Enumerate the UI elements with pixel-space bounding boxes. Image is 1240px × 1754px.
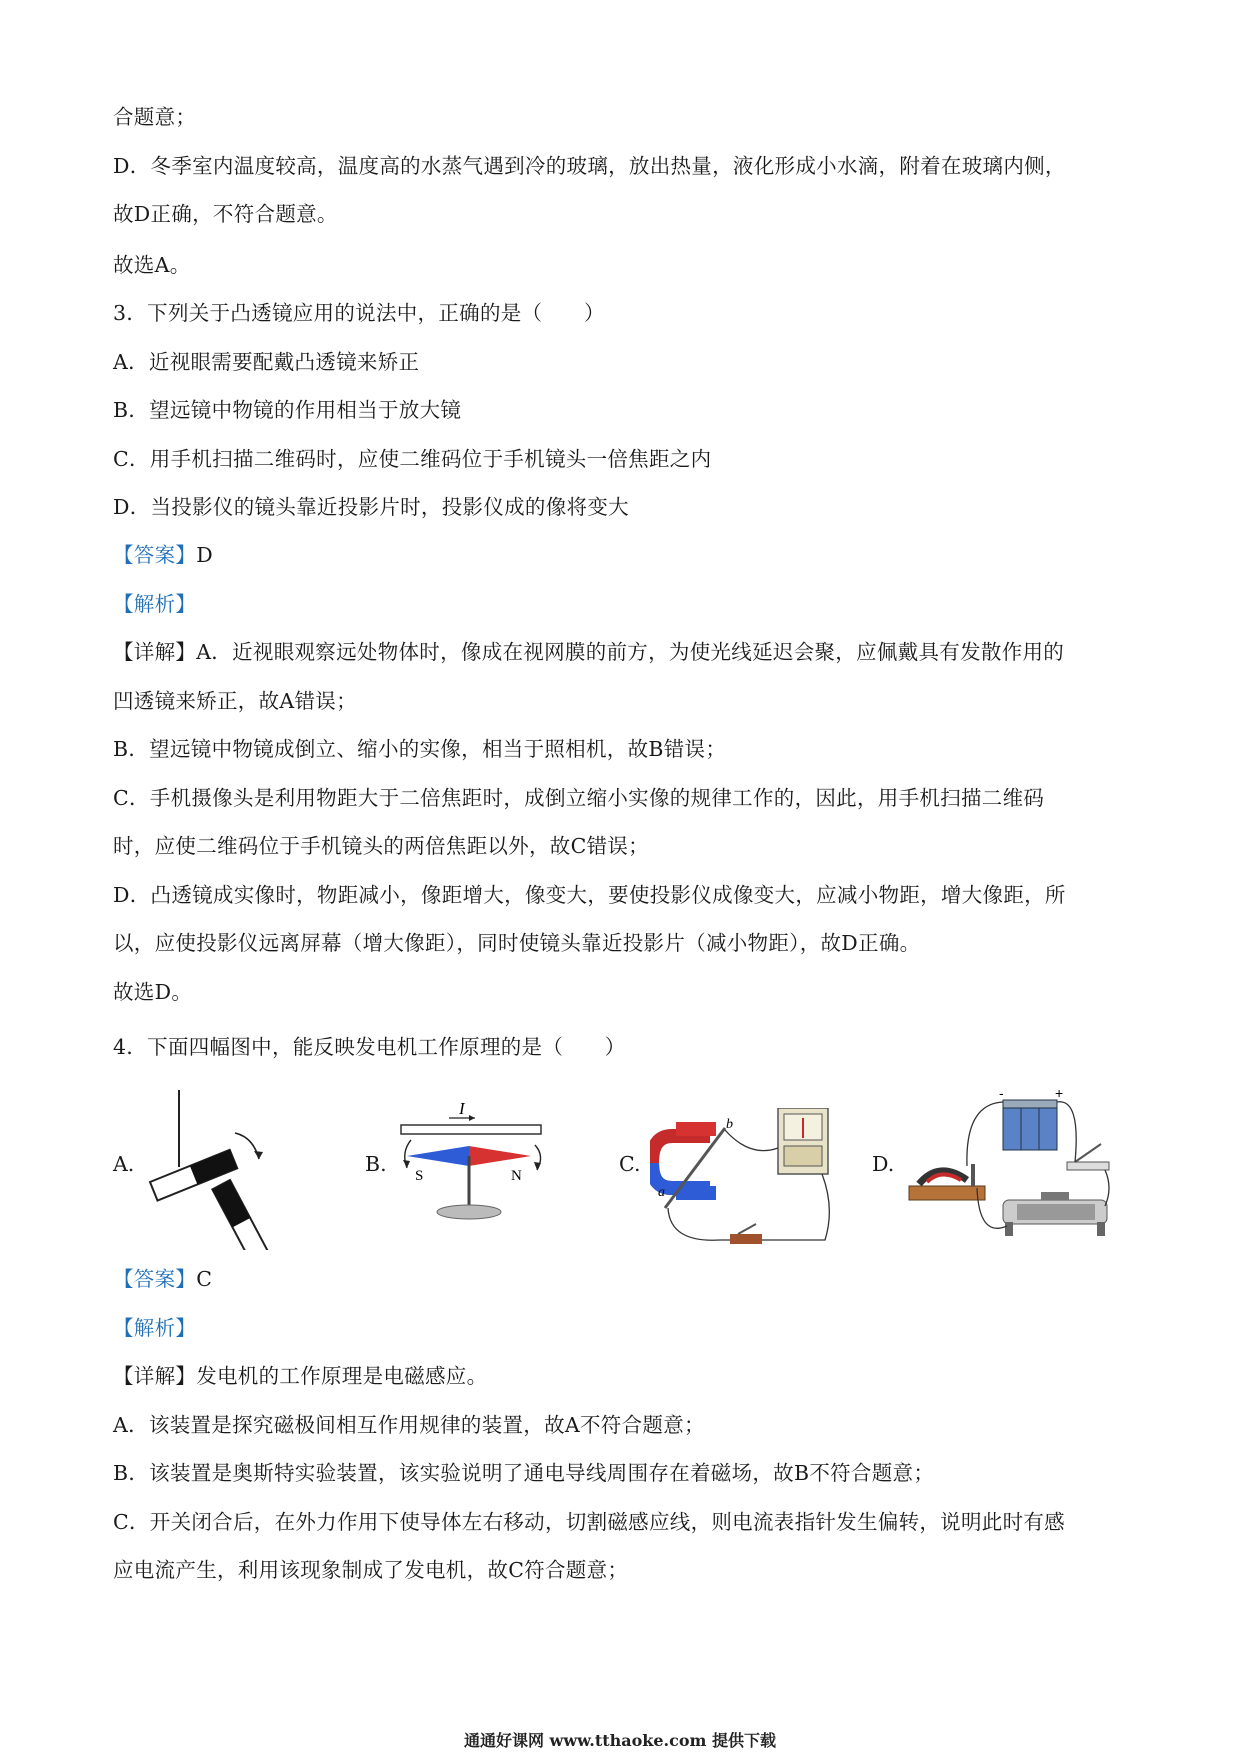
figure-d-motor-circuit — [905, 1088, 1120, 1248]
detail-tag: 【详解】 — [113, 640, 197, 664]
text-line: A．该装置是探究磁极间相互作用规律的装置，故A不符合题意； — [113, 1413, 705, 1437]
question-3-option-d: D．当投影仪的镜头靠近投影片时，投影仪成的像将变大 — [113, 495, 629, 519]
question-4-analysis — [113, 1313, 196, 1343]
text-line: 故选A。 — [113, 253, 191, 277]
current-label: I — [459, 1099, 465, 1118]
question-3-option-b: B．望远镜中物镜的作用相当于放大镜 — [113, 398, 462, 422]
text-line: B．该装置是奥斯特实验装置，该实验说明了通电导线周围存在着磁场，故B不符合题意； — [113, 1461, 935, 1485]
text-line: 故D正确，不符合题意。 — [113, 202, 338, 226]
answer-value: D — [196, 543, 213, 567]
question-3-answer — [113, 540, 213, 570]
option-d-label: D. — [872, 1152, 895, 1176]
option-b-label: B. — [365, 1152, 387, 1176]
text-line: 故选D。 — [113, 980, 193, 1004]
option-c-label: C. — [619, 1152, 641, 1176]
page-footer: 通通好课网 www.tthaoke.com 提供下载 — [463, 1731, 777, 1750]
label-b: b — [726, 1117, 733, 1132]
question-4-detail — [113, 1361, 487, 1391]
text-line: 凹透镜来矫正，故A错误； — [113, 689, 357, 713]
question-3-stem: 3．下列关于凸透镜应用的说法中，正确的是（ ） — [113, 301, 605, 325]
text-line: 时，应使二维码位于手机镜头的两倍焦距以外，故C错误； — [113, 834, 649, 858]
pole-s-label: S — [415, 1168, 424, 1184]
text-line: B．望远镜中物镜成倒立、缩小的实像，相当于照相机，故B错误； — [113, 737, 727, 761]
detail-text: 发电机的工作原理是电磁感应。 — [196, 1364, 488, 1388]
figure-b-oersted-experiment — [395, 1090, 555, 1240]
pole-n-label: N — [511, 1168, 522, 1184]
text-line: 以，应使投影仪远离屏幕（增大像距），同时使镜头靠近投影片（减小物距），故D正确。 — [113, 931, 921, 955]
question-3-option-a: A．近视眼需要配戴凸透镜来矫正 — [113, 350, 420, 374]
question-3-analysis — [113, 589, 196, 619]
analysis-tag: 【解析】 — [113, 592, 197, 616]
answer-tag: 【答案】 — [113, 543, 197, 567]
text-line: C．开关闭合后，在外力作用下使导体左右移动，切割磁感应线，则电流表指针发生偏转，说明此时有感 — [113, 1510, 1065, 1534]
detail-tag: 【详解】 — [113, 1364, 197, 1388]
question-3-option-c: C．用手机扫描二维码时，应使二维码位于手机镜头一倍焦距之内 — [113, 447, 712, 471]
question-4-answer — [113, 1264, 212, 1294]
text-line: D．冬季室内温度较高，温度高的水蒸气遇到冷的玻璃，放出热量，液化形成小水滴，附着在玻璃内侧， — [113, 154, 1066, 178]
figure-c-electromagnetic-induction — [650, 1108, 840, 1248]
detail-text: A．近视眼观察远处物体时，像成在视网膜的前方，为使光线延迟会聚，应佩戴具有发散作用的 — [196, 640, 1065, 664]
text-line: 应电流产生，利用该现象制成了发电机，故C符合题意； — [113, 1558, 629, 1582]
label-a: a — [658, 1185, 665, 1200]
answer-value: C — [196, 1267, 213, 1291]
option-a-label: A. — [113, 1152, 135, 1176]
analysis-tag: 【解析】 — [113, 1316, 197, 1340]
battery-minus-label: - — [999, 1088, 1004, 1101]
text-line: C．手机摄像头是利用物距大于二倍焦距时，成倒立缩小实像的规律工作的，因此，用手机扫描二维码 — [113, 786, 1045, 810]
question-4-stem: 4．下面四幅图中，能反映发电机工作原理的是（ ） — [113, 1035, 626, 1059]
question-3-detail — [113, 637, 1064, 667]
figure-a-bar-magnets — [145, 1085, 285, 1250]
battery-plus-label: + — [1055, 1088, 1064, 1101]
text-line: 合题意； — [113, 105, 197, 129]
text-line: D．凸透镜成实像时，物距减小，像距增大，像变大，要使投影仪成像变大，应减小物距，增大像距，所 — [113, 883, 1066, 907]
answer-tag: 【答案】 — [113, 1267, 197, 1291]
